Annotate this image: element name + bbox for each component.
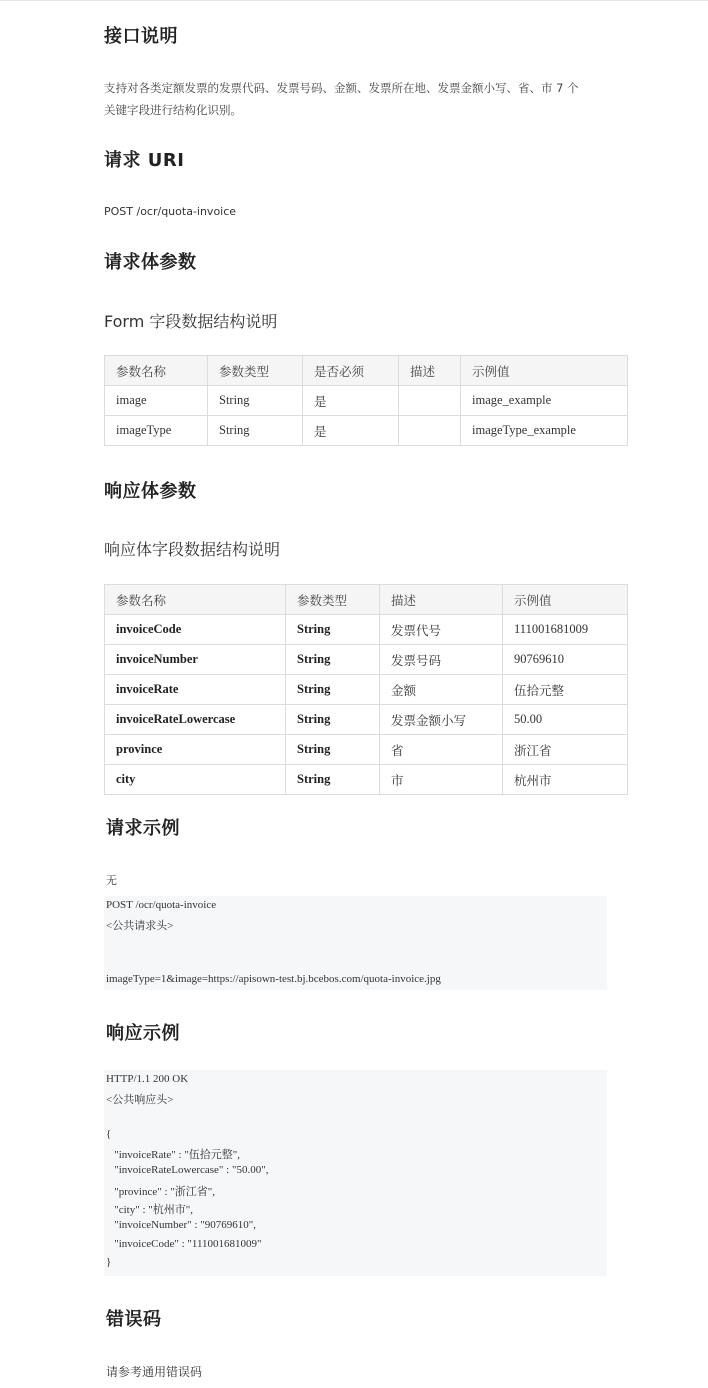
field-desc-cell: 市 xyxy=(380,765,503,795)
code-line: "invoiceRate" : "伍拾元整", xyxy=(106,1149,241,1161)
section-title-request-uri: 请求 URI xyxy=(104,150,185,171)
param-required-cell: 是 xyxy=(303,416,399,446)
table-row xyxy=(105,705,628,735)
field-type-cell: String xyxy=(286,615,380,645)
code-line: "city" : "杭州市", xyxy=(106,1204,194,1216)
header-cell: 描述 xyxy=(399,356,461,386)
param-name-cell: imageType xyxy=(105,416,208,446)
top-divider xyxy=(0,0,708,1)
section-title-request-example: 请求示例 xyxy=(106,818,180,839)
table-row xyxy=(105,675,628,705)
header-cell: 示例值 xyxy=(503,585,628,615)
field-example-cell: 杭州市 xyxy=(503,765,628,795)
field-desc-cell: 金额 xyxy=(380,675,503,705)
response-body-subtitle: 响应体字段数据结构说明 xyxy=(104,540,281,559)
param-example-cell: imageType_example xyxy=(461,416,628,446)
field-type-cell: String xyxy=(286,645,380,675)
field-type-cell: String xyxy=(286,675,380,705)
error-codes-text: 请参考通用错误码 xyxy=(106,1365,203,1379)
field-name-cell: province xyxy=(105,735,286,765)
request-body-table xyxy=(104,355,628,446)
field-desc-cell: 发票号码 xyxy=(380,645,503,675)
field-example-cell: 90769610 xyxy=(503,645,628,675)
header-cell: 描述 xyxy=(380,585,503,615)
header-cell: 参数名称 xyxy=(105,585,286,615)
section-title-response-example: 响应示例 xyxy=(106,1023,180,1044)
field-name-cell: invoiceRate xyxy=(105,675,286,705)
table-header-row xyxy=(105,585,628,615)
table-row xyxy=(105,645,628,675)
field-desc-cell: 省 xyxy=(380,735,503,765)
field-example-cell: 50.00 xyxy=(503,705,628,735)
table-row xyxy=(105,386,628,416)
code-line: "invoiceCode" : "111001681009" xyxy=(106,1238,262,1250)
code-line: POST /ocr/quota-invoice xyxy=(106,899,217,911)
param-example-cell: image_example xyxy=(461,386,628,416)
api-description-line-2: 关键字段进行结构化识别。 xyxy=(104,103,242,117)
param-desc-cell xyxy=(399,386,461,416)
response-example-code-block xyxy=(104,1070,607,1276)
code-line: } xyxy=(106,1256,112,1268)
param-required-cell: 是 xyxy=(303,386,399,416)
table-row xyxy=(105,735,628,765)
table-row xyxy=(105,615,628,645)
field-name-cell: city xyxy=(105,765,286,795)
code-line: "invoiceRateLowercase" : "50.00", xyxy=(106,1164,269,1176)
code-line: imageType=1&image=https://apisown-test.bj.bcebos.com/quota-invoice.jpg xyxy=(106,973,441,985)
section-title-request-body: 请求体参数 xyxy=(104,252,197,273)
request-example-none-text: 无 xyxy=(106,875,117,887)
table-header-row xyxy=(105,356,628,386)
code-line: "invoiceNumber" : "90769610", xyxy=(106,1219,256,1231)
header-cell: 参数名称 xyxy=(105,356,208,386)
field-desc-cell: 发票金额小写 xyxy=(380,705,503,735)
header-cell: 是否必须 xyxy=(303,356,399,386)
field-type-cell: String xyxy=(286,735,380,765)
request-body-subtitle: Form 字段数据结构说明 xyxy=(104,312,278,331)
api-description-line-1: 支持对各类定额发票的发票代码、发票号码、金额、发票所在地、发票金额小写、省、市 7 个 xyxy=(104,81,579,95)
field-example-cell: 111001681009 xyxy=(503,615,628,645)
section-title-error-codes: 错误码 xyxy=(106,1309,162,1330)
header-cell: 示例值 xyxy=(461,356,628,386)
header-cell: 参数类型 xyxy=(208,356,303,386)
table-row xyxy=(105,416,628,446)
section-title-response-body: 响应体参数 xyxy=(104,481,197,502)
code-line: "province" : "浙江省", xyxy=(106,1186,216,1198)
section-title-api-description: 接口说明 xyxy=(104,26,178,47)
code-line: HTTP/1.1 200 OK xyxy=(106,1073,189,1085)
code-line: <公共请求头> xyxy=(106,920,174,932)
field-example-cell: 伍拾元整 xyxy=(503,675,628,705)
table-row xyxy=(105,765,628,795)
param-type-cell: String xyxy=(208,386,303,416)
api-description-text xyxy=(104,77,624,121)
param-name-cell: image xyxy=(105,386,208,416)
field-name-cell: invoiceCode xyxy=(105,615,286,645)
field-name-cell: invoiceNumber xyxy=(105,645,286,675)
code-line: <公共响应头> xyxy=(106,1094,174,1106)
param-desc-cell xyxy=(399,416,461,446)
param-type-cell: String xyxy=(208,416,303,446)
header-cell: 参数类型 xyxy=(286,585,380,615)
request-uri-value: POST /ocr/quota-invoice xyxy=(104,205,237,218)
field-example-cell: 浙江省 xyxy=(503,735,628,765)
field-type-cell: String xyxy=(286,705,380,735)
response-body-table xyxy=(104,584,628,795)
field-type-cell: String xyxy=(286,765,380,795)
field-desc-cell: 发票代号 xyxy=(380,615,503,645)
request-example-code-block xyxy=(104,896,607,990)
code-line: { xyxy=(106,1128,112,1140)
field-name-cell: invoiceRateLowercase xyxy=(105,705,286,735)
